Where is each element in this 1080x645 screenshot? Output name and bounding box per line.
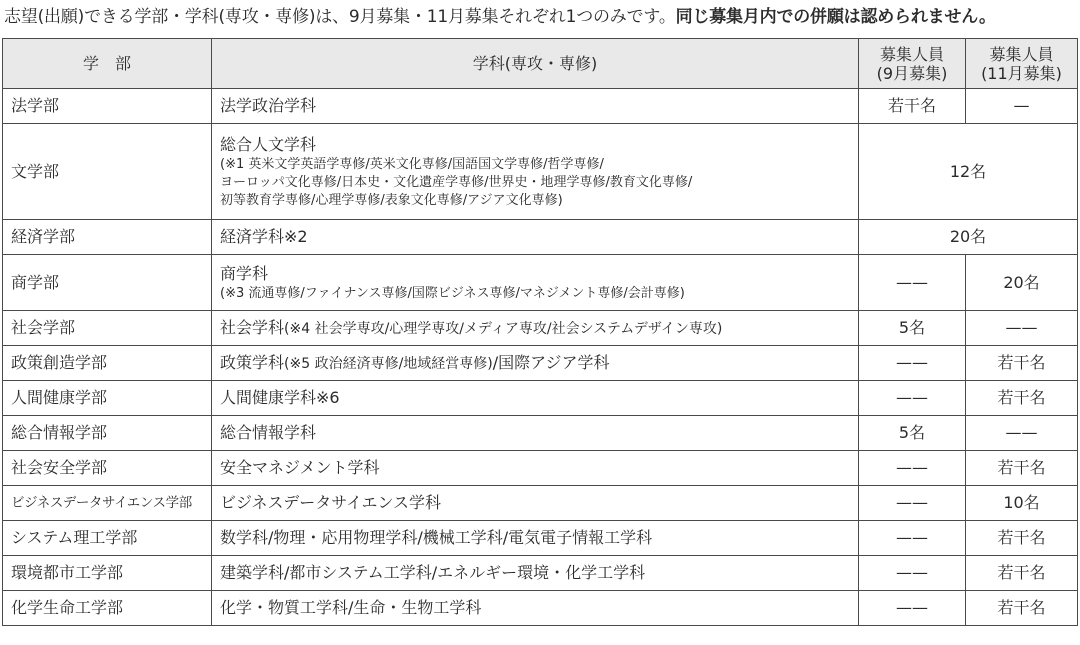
faculty-cell: 商学部 [3, 255, 212, 311]
table-row [3, 255, 1078, 311]
intro-bold: 同じ募集月内での併願は認められません。 [675, 7, 996, 27]
sep-cell: —— [859, 381, 966, 416]
department-cell [212, 311, 859, 346]
sep-cell: 若干名 [859, 89, 966, 124]
faculty-cell: 人間健康学部 [3, 381, 212, 416]
sep-cell: —— [859, 346, 966, 381]
sep-cell: —— [859, 556, 966, 591]
department-cell [212, 346, 859, 381]
department-name: 商学科 [220, 263, 269, 283]
faculty-cell: ビジネスデータサイエンス学部 [3, 486, 212, 521]
table-row [3, 416, 1078, 451]
sep-cell: —— [859, 591, 966, 626]
faculty-cell: 総合情報学部 [3, 416, 212, 451]
nov-cell: 若干名 [966, 346, 1078, 381]
department-note: ヨーロッパ文化専修/日本史・文化遺産学専修/世界史・地理学専修/教育文化専修/ [220, 174, 693, 190]
nov-cell: 若干名 [966, 451, 1078, 486]
nov-cell: 若干名 [966, 556, 1078, 591]
nov-cell: 若干名 [966, 521, 1078, 556]
recruitment-table [2, 38, 1078, 626]
department-note: (※5 政治経済専修/地域経営専修) [284, 355, 493, 372]
department-cell: 人間健康学科※6 [212, 381, 859, 416]
table-header-row [3, 39, 1078, 89]
faculty-cell: 社会学部 [3, 311, 212, 346]
sep-cell: —— [859, 451, 966, 486]
department-cell: ビジネスデータサイエンス学科 [212, 486, 859, 521]
faculty-cell: 政策創造学部 [3, 346, 212, 381]
table-row [3, 220, 1078, 255]
department-cell [212, 255, 859, 311]
department-note: (※3 流通専修/ファイナンス専修/国際ビジネス専修/マネジメント専修/会計専修) [220, 285, 685, 301]
table-row [3, 591, 1078, 626]
sep-cell: —— [859, 521, 966, 556]
nov-cell: 若干名 [966, 591, 1078, 626]
intro-plain: 志望(出願)できる学部・学科(専攻・専修)は、9月募集・11月募集それぞれ1つのみです。 [4, 7, 676, 27]
nov-cell: —— [966, 311, 1078, 346]
faculty-cell: 文学部 [3, 124, 212, 220]
sep-cell: 5名 [859, 416, 966, 451]
faculty-cell: 法学部 [3, 89, 212, 124]
department-note: 初等教育学専修/心理学専修/表象文化専修/アジア文化専修) [220, 192, 563, 208]
sep-cell: —— [859, 255, 966, 311]
sep-cell: 5名 [859, 311, 966, 346]
nov-cell: —— [966, 416, 1078, 451]
department-name: 総合人文学科 [220, 134, 317, 154]
table-row [3, 521, 1078, 556]
sep-cell: —— [859, 486, 966, 521]
department-cell: 経済学科※2 [212, 220, 859, 255]
nov-cell: 若干名 [966, 381, 1078, 416]
department-cell: 法学政治学科 [212, 89, 859, 124]
header-sep: 募集人員 (9月募集) [859, 39, 966, 89]
nov-cell: — [966, 89, 1078, 124]
header-department: 学科(専攻・専修) [212, 39, 859, 89]
department-cell [212, 124, 859, 220]
nov-cell: 20名 [966, 255, 1078, 311]
department-name: 社会学科 [220, 317, 285, 337]
department-name: 政策学科 [220, 352, 285, 372]
table-row [3, 346, 1078, 381]
department-cell: 化学・物質工学科/生命・生物工学科 [212, 591, 859, 626]
faculty-cell: システム理工学部 [3, 521, 212, 556]
table-row [3, 124, 1078, 220]
department-note: (※4 社会学専攻/心理学専攻/メディア専攻/社会システムデザイン専攻) [284, 320, 723, 337]
faculty-cell: 化学生命工学部 [3, 591, 212, 626]
faculty-cell: 環境都市工学部 [3, 556, 212, 591]
faculty-cell: 社会安全学部 [3, 451, 212, 486]
table-row [3, 89, 1078, 124]
table-row [3, 311, 1078, 346]
table-row [3, 381, 1078, 416]
department-cell: 総合情報学科 [212, 416, 859, 451]
department-note: (※1 英米文学英語学専修/英米文化専修/国語国文学専修/哲学専修/ [220, 156, 604, 172]
department-cell: 数学科/物理・応用物理学科/機械工学科/電気電子情報工学科 [212, 521, 859, 556]
header-nov: 募集人員 (11月募集) [966, 39, 1078, 89]
table-row [3, 451, 1078, 486]
table-row [3, 556, 1078, 591]
nov-cell: 10名 [966, 486, 1078, 521]
merged-quota-cell: 12名 [859, 124, 1078, 220]
merged-quota-cell: 20名 [859, 220, 1078, 255]
department-name: /国際アジア学科 [492, 352, 610, 372]
intro-text [4, 2, 1080, 32]
faculty-cell: 経済学部 [3, 220, 212, 255]
table-row [3, 486, 1078, 521]
header-faculty: 学 部 [3, 39, 212, 89]
department-cell: 安全マネジメント学科 [212, 451, 859, 486]
department-cell: 建築学科/都市システム工学科/エネルギー環境・化学工学科 [212, 556, 859, 591]
